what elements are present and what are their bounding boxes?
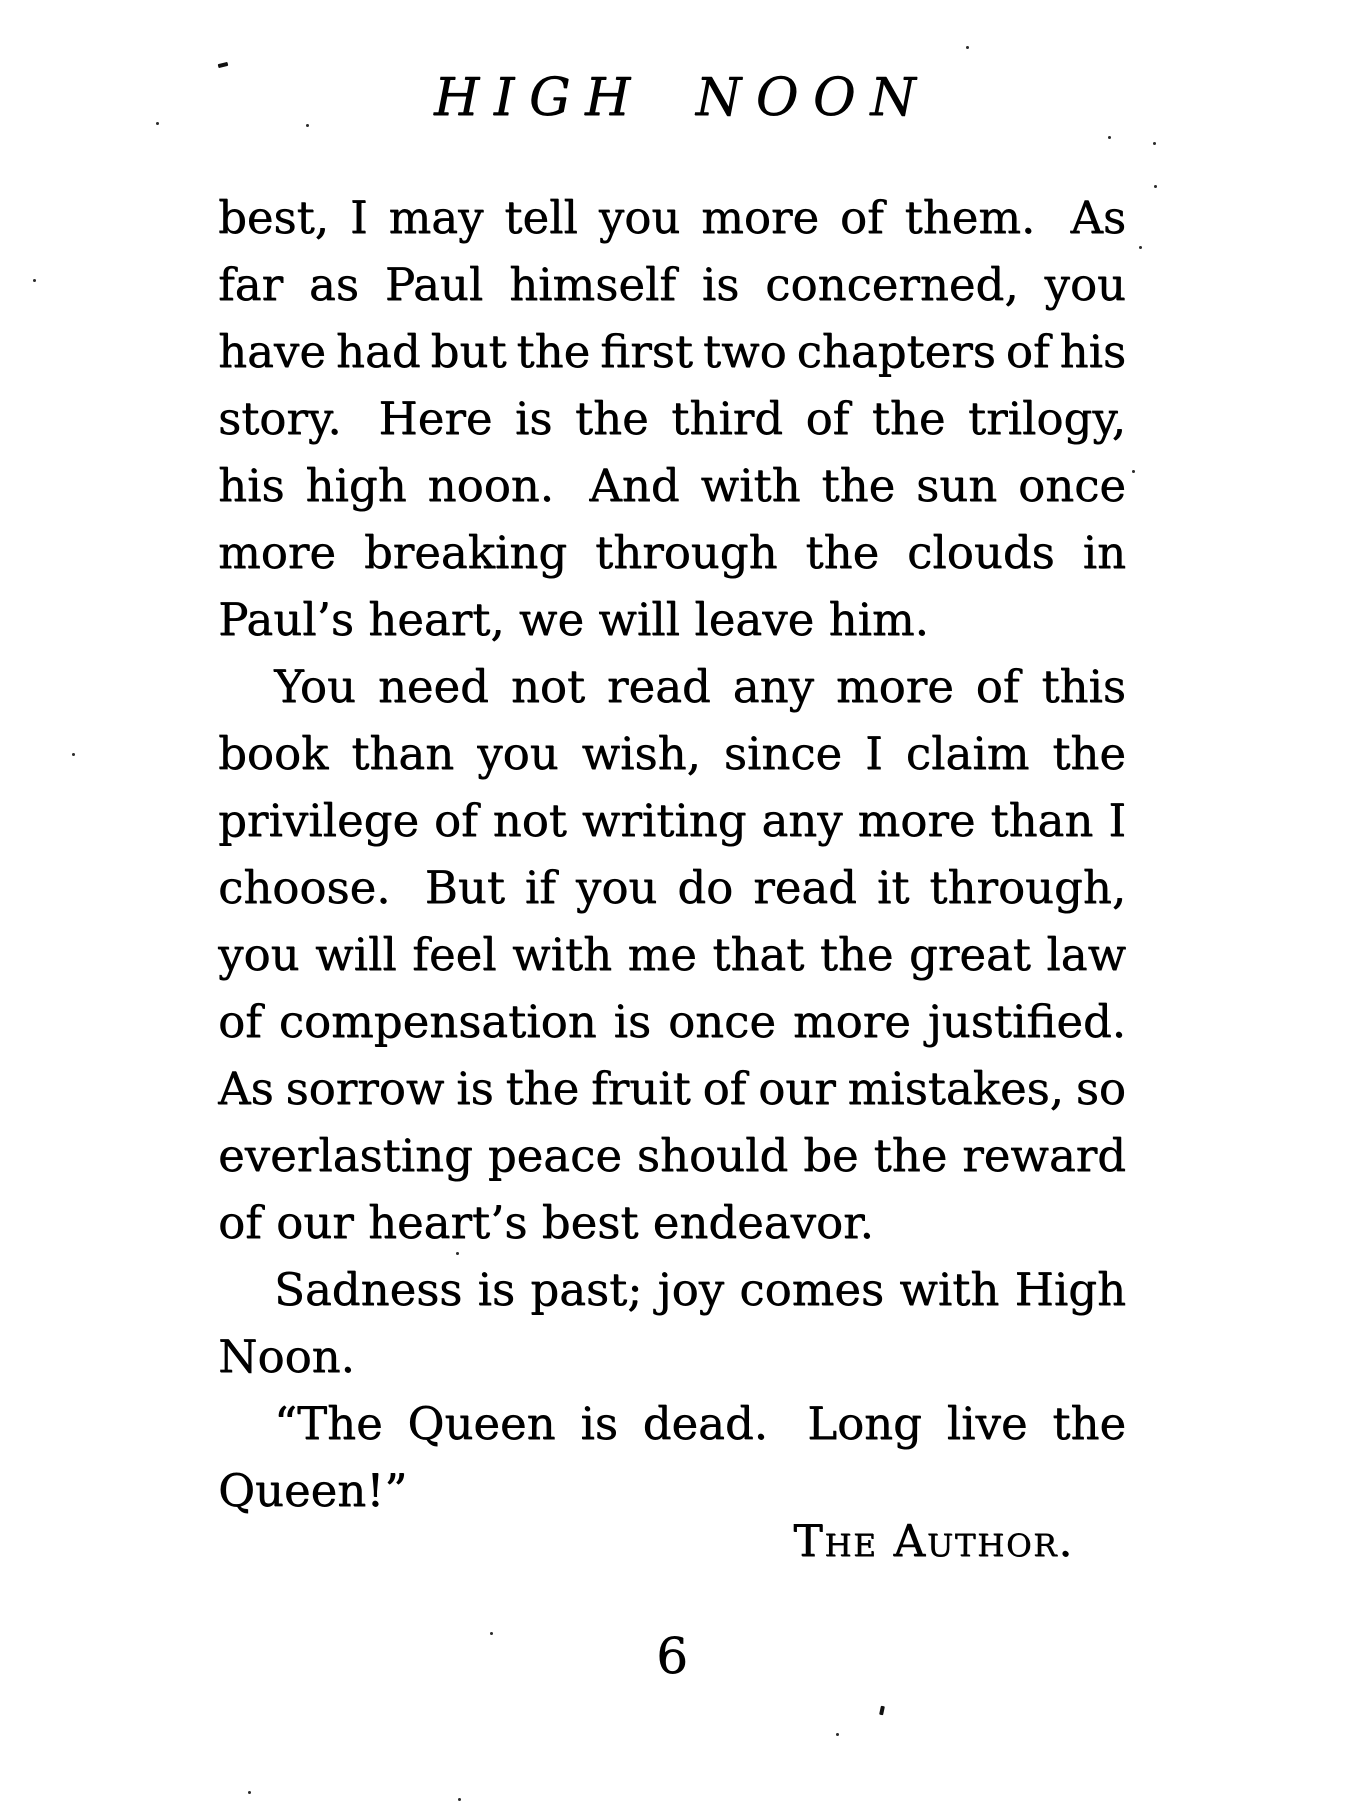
scan-mark bbox=[218, 62, 229, 68]
text-line: best, I may tell you more of them. As bbox=[218, 191, 1126, 244]
scan-speck bbox=[248, 1791, 251, 1794]
scan-mark bbox=[879, 1706, 885, 1716]
scan-speck bbox=[836, 1733, 839, 1736]
scan-speck bbox=[1154, 185, 1157, 188]
text-line: more breaking through the clouds in bbox=[218, 526, 1126, 579]
text-line: his high noon. And with the sun once bbox=[218, 459, 1126, 512]
text-line: of our heart’s best endeavor. bbox=[218, 1196, 874, 1249]
text-line: You need not read any more of this bbox=[274, 660, 1126, 713]
text-line: privilege of not writing any more than I bbox=[218, 794, 1126, 847]
text-line: Paul’s heart, we will leave him. bbox=[218, 593, 929, 646]
text-line: choose. But if you do read it through, bbox=[218, 861, 1126, 914]
text-line: As sorrow is the fruit of our mistakes, so bbox=[218, 1062, 1126, 1115]
scan-speck bbox=[1139, 246, 1142, 249]
scan-speck bbox=[966, 46, 969, 49]
text-line: you will feel with me that the great law bbox=[218, 928, 1126, 981]
scan-speck bbox=[306, 124, 309, 127]
text-line: everlasting peace should be the reward bbox=[218, 1129, 1126, 1182]
scan-speck bbox=[1108, 136, 1111, 139]
text-line: have had but the first two chapters of his bbox=[218, 325, 1126, 378]
text-line: “The Queen is dead. Long live the bbox=[274, 1397, 1126, 1450]
text-line: Noon. bbox=[218, 1330, 355, 1383]
scan-speck bbox=[72, 753, 75, 756]
text-line: book than you wish, since I claim the bbox=[218, 727, 1126, 780]
text-line: Queen!” bbox=[218, 1464, 408, 1517]
text-line: of compensation is once more justified. bbox=[218, 995, 1126, 1048]
scan-speck bbox=[33, 279, 36, 282]
body-text bbox=[218, 184, 1126, 1524]
scan-speck bbox=[490, 1632, 493, 1635]
text-line: far as Paul himself is concerned, you bbox=[218, 258, 1126, 311]
running-head-title: HIGH NOON bbox=[433, 68, 931, 128]
page-number: 6 bbox=[656, 1627, 688, 1685]
text-line: Sadness is past; joy comes with High bbox=[274, 1263, 1126, 1316]
scan-speck bbox=[1153, 142, 1156, 145]
scan-speck bbox=[156, 122, 159, 125]
text-line: story. Here is the third of the trilogy, bbox=[218, 392, 1126, 445]
scan-speck bbox=[458, 1798, 461, 1801]
scan-speck bbox=[1132, 470, 1135, 473]
author-signature: The Author. bbox=[793, 1516, 1074, 1567]
scan-speck bbox=[456, 1252, 459, 1255]
